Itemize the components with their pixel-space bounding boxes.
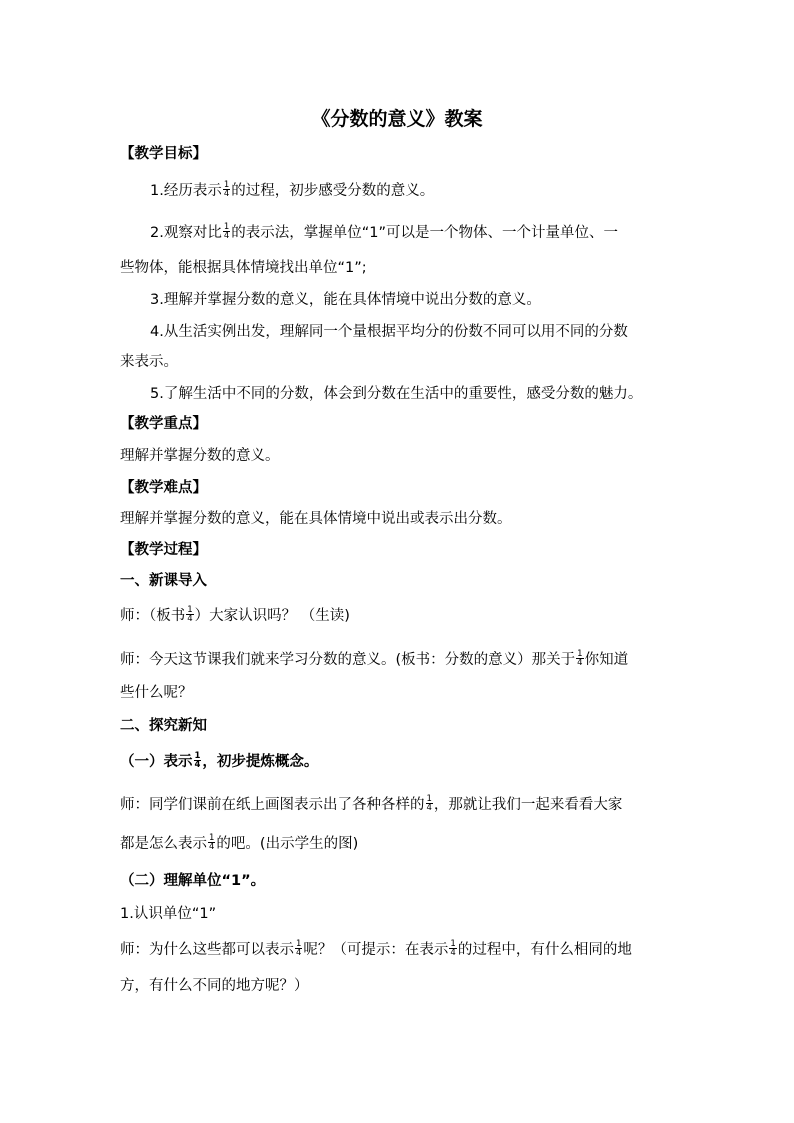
- subsection-heading-1: （一）表示 $\frac{1}{4}$ ，初步提炼概念。: [120, 750, 319, 770]
- section-heading-key-points: 【教学重点】: [120, 416, 207, 432]
- fraction-one-quarter: $\frac{1}{4}$: [194, 750, 201, 770]
- objective-4-line-2: 来表示。: [120, 354, 178, 370]
- subsection-heading-2: （二）理解单位“1”。: [120, 873, 266, 889]
- fraction-one-quarter: $\frac{1}{4}$: [450, 938, 456, 958]
- fraction-one-quarter: $\frac{1}{4}$: [296, 938, 302, 958]
- process-paragraph-2-line-2: 些什么呢？: [120, 685, 193, 701]
- fraction-one-quarter: $\frac{1}{4}$: [223, 221, 230, 241]
- objective-2-line-1: 2.观察对比 $\frac{1}{4}$ 的表示法，掌握单位“1”可以是一个物体、一个计量单位、一: [150, 221, 619, 241]
- objective-4-line-1: 4.从生活实例出发，理解同一个量根据平均分的份数不同可以用不同的分数: [150, 324, 628, 340]
- process-heading-intro: 一、新课导入: [120, 573, 207, 589]
- process-heading-explore: 二、探究新知: [120, 718, 207, 734]
- process-paragraph-1: 师：（板书 $\frac{1}{4}$ ）大家认识吗？ （生读): [120, 604, 350, 624]
- objective-1: 1.经历表示 $\frac{1}{4}$ 的过程，初步感受分数的意义。: [150, 179, 435, 199]
- difficulty-text: 理解并掌握分数的意义，能在具体情境中说出或表示出分数。: [120, 511, 512, 527]
- fraction-one-quarter: $\frac{1}{4}$: [187, 604, 193, 624]
- process-paragraph-5: 1.认识单位“1”: [120, 906, 217, 922]
- fraction-one-quarter: $\frac{1}{4}$: [426, 793, 432, 813]
- fraction-one-quarter: $\frac{1}{4}$: [223, 179, 230, 199]
- section-heading-difficulties: 【教学难点】: [120, 480, 207, 496]
- section-heading-process: 【教学过程】: [120, 542, 207, 558]
- process-paragraph-6-line-1: 师：为什么这些都可以表示 $\frac{1}{4}$ 呢？（可提示：在表示 $\frac{1}{4}$ 的过程中，有什么相同的地: [120, 938, 632, 958]
- objective-3: 3.理解并掌握分数的意义，能在具体情境中说出分数的意义。: [150, 292, 541, 308]
- process-paragraph-4: 都是怎么表示 $\frac{1}{4}$ 的吧。(出示学生的图): [120, 832, 359, 852]
- process-paragraph-3: 师：同学们课前在纸上画图表示出了各种各样的 $\frac{1}{4}$ ，那就让我们一起来看看大家: [120, 793, 623, 813]
- key-point-text: 理解并掌握分数的意义。: [120, 448, 280, 464]
- process-paragraph-6-line-2: 方，有什么不同的地方呢？）: [120, 978, 309, 994]
- objective-2-line-2: 些物体，能根据具体情境找出单位“1”;: [120, 260, 367, 276]
- objective-5: 5.了解生活中不同的分数，体会到分数在生活中的重要性，感受分数的魅力。: [150, 386, 643, 402]
- document-title: 《分数的意义》教案: [311, 108, 483, 130]
- fraction-one-quarter: $\frac{1}{4}$: [209, 832, 215, 852]
- process-paragraph-2-line-1: 师：今天这节课我们就来学习分数的意义。(板书：分数的意义）那关于 $\frac{1}{4}$ 你知道: [120, 648, 629, 668]
- fraction-one-quarter: $\frac{1}{4}$: [577, 648, 583, 668]
- section-heading-objectives: 【教学目标】: [120, 146, 207, 162]
